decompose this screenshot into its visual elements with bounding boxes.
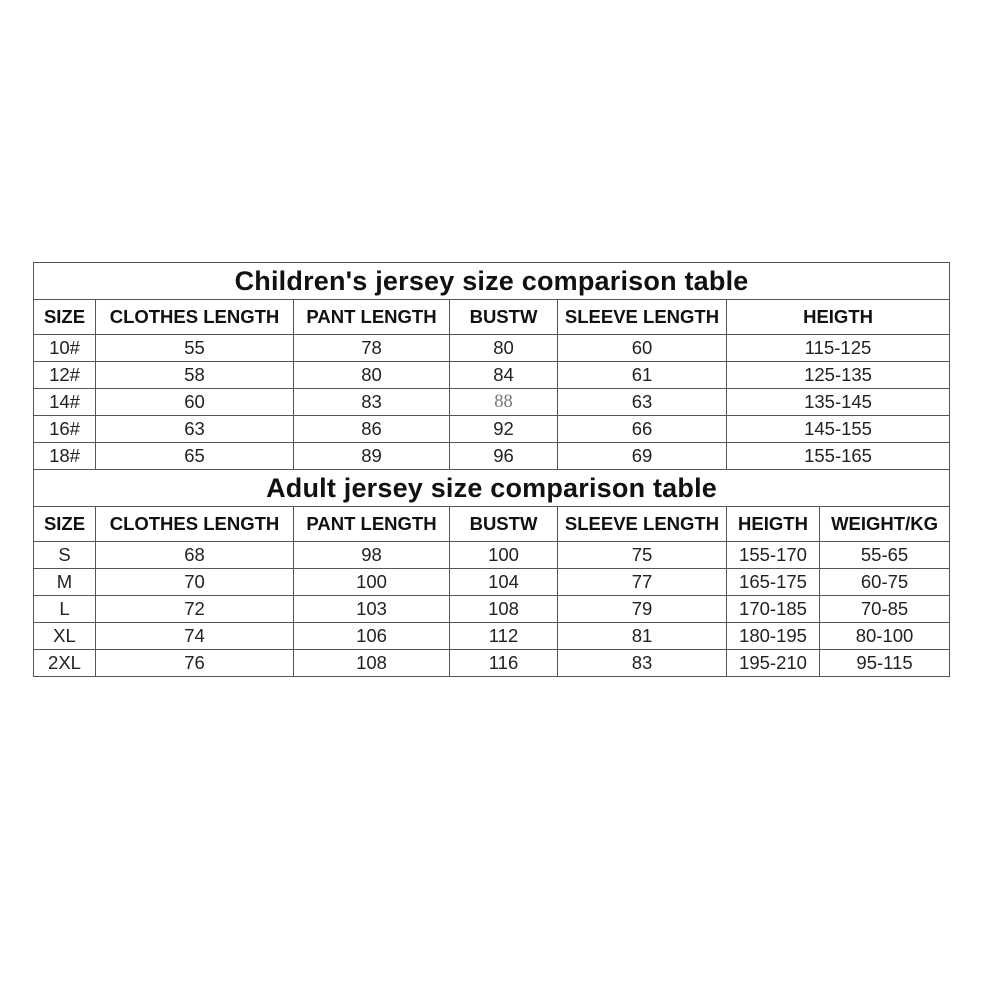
children-header-sleeve-length: SLEEVE LENGTH — [558, 300, 727, 335]
table-cell: 89 — [294, 443, 450, 470]
children-header-size: SIZE — [34, 300, 96, 335]
table-row — [34, 542, 950, 569]
table-row — [34, 416, 950, 443]
table-cell: M — [34, 569, 96, 596]
table-cell: 135-145 — [727, 389, 950, 416]
table-cell: 61 — [558, 362, 727, 389]
table-cell: 12# — [34, 362, 96, 389]
children-header-clothes-length: CLOTHES LENGTH — [96, 300, 294, 335]
size-chart — [33, 262, 949, 677]
table-cell: 76 — [96, 650, 294, 677]
adult-title-row — [34, 470, 950, 507]
table-cell: 63 — [558, 389, 727, 416]
table-cell: 155-170 — [727, 542, 820, 569]
table-cell: 16# — [34, 416, 96, 443]
table-cell: 78 — [294, 335, 450, 362]
table-cell: 83 — [294, 389, 450, 416]
children-table-title: Children's jersey size comparison table — [34, 263, 950, 300]
table-cell: 108 — [294, 650, 450, 677]
children-header-pant-length: PANT LENGTH — [294, 300, 450, 335]
table-cell: 155-165 — [727, 443, 950, 470]
table-cell: 65 — [96, 443, 294, 470]
table-cell: 100 — [294, 569, 450, 596]
table-cell: 69 — [558, 443, 727, 470]
table-cell: 55 — [96, 335, 294, 362]
table-cell: 96 — [450, 443, 558, 470]
table-cell: 80 — [294, 362, 450, 389]
table-cell: 66 — [558, 416, 727, 443]
table-cell: 14# — [34, 389, 96, 416]
table-cell: 88 — [450, 389, 558, 416]
table-cell: 104 — [450, 569, 558, 596]
table-cell: 72 — [96, 596, 294, 623]
table-cell: 55-65 — [820, 542, 950, 569]
table-cell: 86 — [294, 416, 450, 443]
table-row — [34, 362, 950, 389]
table-cell: 75 — [558, 542, 727, 569]
table-cell: 100 — [450, 542, 558, 569]
table-cell: 68 — [96, 542, 294, 569]
table-cell: 70 — [96, 569, 294, 596]
table-cell: 10# — [34, 335, 96, 362]
table-cell: 92 — [450, 416, 558, 443]
size-comparison-table — [33, 262, 950, 677]
table-cell: 83 — [558, 650, 727, 677]
adult-header-height: HEIGTH — [727, 507, 820, 542]
table-cell: 116 — [450, 650, 558, 677]
adult-table-title: Adult jersey size comparison table — [34, 470, 950, 507]
children-header-row — [34, 300, 950, 335]
table-cell: 170-185 — [727, 596, 820, 623]
table-row — [34, 623, 950, 650]
adult-header-weight: WEIGHT/KG — [820, 507, 950, 542]
table-cell: 145-155 — [727, 416, 950, 443]
table-cell: 80-100 — [820, 623, 950, 650]
table-cell: 112 — [450, 623, 558, 650]
table-cell: 60-75 — [820, 569, 950, 596]
table-cell: 58 — [96, 362, 294, 389]
table-cell: XL — [34, 623, 96, 650]
table-cell: 95-115 — [820, 650, 950, 677]
table-cell: 60 — [558, 335, 727, 362]
adult-header-clothes-length: CLOTHES LENGTH — [96, 507, 294, 542]
table-cell: 106 — [294, 623, 450, 650]
table-row — [34, 569, 950, 596]
adult-header-sleeve-length: SLEEVE LENGTH — [558, 507, 727, 542]
table-cell: 165-175 — [727, 569, 820, 596]
table-cell: 79 — [558, 596, 727, 623]
adult-header-pant-length: PANT LENGTH — [294, 507, 450, 542]
table-cell: 115-125 — [727, 335, 950, 362]
adult-header-row — [34, 507, 950, 542]
table-cell: 81 — [558, 623, 727, 650]
table-cell: 98 — [294, 542, 450, 569]
table-cell: 84 — [450, 362, 558, 389]
table-cell: 103 — [294, 596, 450, 623]
table-cell: 125-135 — [727, 362, 950, 389]
table-cell: 195-210 — [727, 650, 820, 677]
table-cell: 74 — [96, 623, 294, 650]
children-title-row — [34, 263, 950, 300]
table-row — [34, 650, 950, 677]
table-cell: 18# — [34, 443, 96, 470]
children-header-bustw: BUSTW — [450, 300, 558, 335]
table-cell: L — [34, 596, 96, 623]
table-cell: 2XL — [34, 650, 96, 677]
table-cell: 80 — [450, 335, 558, 362]
table-row — [34, 596, 950, 623]
table-cell: 70-85 — [820, 596, 950, 623]
adult-header-size: SIZE — [34, 507, 96, 542]
table-cell: 60 — [96, 389, 294, 416]
table-row — [34, 389, 950, 416]
children-header-height: HEIGTH — [727, 300, 950, 335]
table-cell: 108 — [450, 596, 558, 623]
table-row — [34, 335, 950, 362]
table-row — [34, 443, 950, 470]
table-cell: 63 — [96, 416, 294, 443]
table-cell: 180-195 — [727, 623, 820, 650]
table-cell: 77 — [558, 569, 727, 596]
adult-header-bustw: BUSTW — [450, 507, 558, 542]
table-cell: S — [34, 542, 96, 569]
